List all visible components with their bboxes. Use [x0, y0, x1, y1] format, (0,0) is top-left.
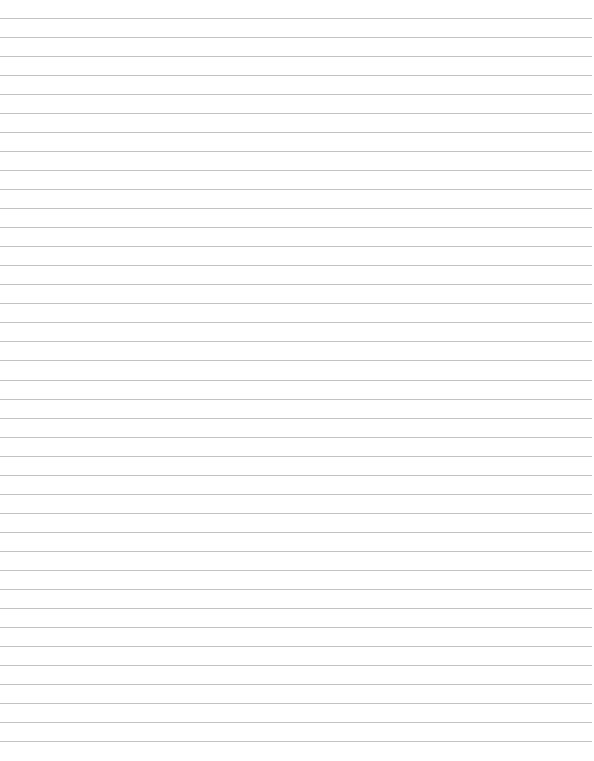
- ruled-line: [0, 56, 592, 57]
- ruled-line: [0, 246, 592, 247]
- ruled-line: [0, 170, 592, 171]
- ruled-line: [0, 722, 592, 723]
- ruled-line: [0, 665, 592, 666]
- ruled-line: [0, 189, 592, 190]
- ruled-line: [0, 208, 592, 209]
- ruled-line: [0, 437, 592, 438]
- ruled-line: [0, 494, 592, 495]
- ruled-line: [0, 341, 592, 342]
- ruled-line: [0, 475, 592, 476]
- ruled-line: [0, 322, 592, 323]
- ruled-line: [0, 132, 592, 133]
- ruled-line: [0, 18, 592, 19]
- ruled-line: [0, 75, 592, 76]
- ruled-line: [0, 303, 592, 304]
- ruled-line: [0, 513, 592, 514]
- ruled-line: [0, 380, 592, 381]
- ruled-line: [0, 360, 592, 361]
- ruled-line: [0, 608, 592, 609]
- ruled-line: [0, 94, 592, 95]
- ruled-line: [0, 684, 592, 685]
- ruled-line: [0, 532, 592, 533]
- ruled-line: [0, 551, 592, 552]
- ruled-line: [0, 37, 592, 38]
- ruled-line: [0, 570, 592, 571]
- ruled-line: [0, 646, 592, 647]
- ruled-line: [0, 627, 592, 628]
- ruled-line: [0, 589, 592, 590]
- ruled-line: [0, 418, 592, 419]
- ruled-line: [0, 151, 592, 152]
- ruled-line: [0, 399, 592, 400]
- ruled-line: [0, 703, 592, 704]
- ruled-line: [0, 284, 592, 285]
- ruled-line: [0, 113, 592, 114]
- ruled-line: [0, 741, 592, 742]
- ruled-line: [0, 265, 592, 266]
- ruled-line: [0, 456, 592, 457]
- ruled-line: [0, 227, 592, 228]
